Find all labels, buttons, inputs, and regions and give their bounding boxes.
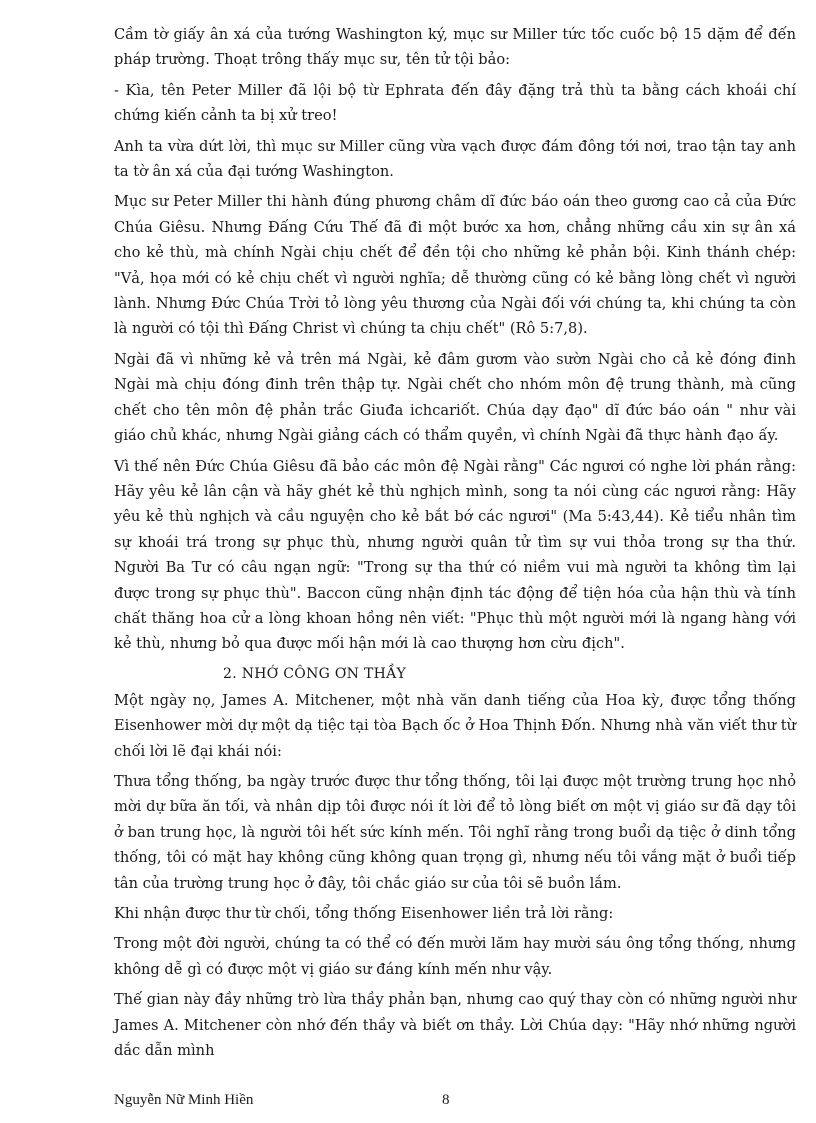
paragraph: Mục sư Peter Miller thi hành đúng phương châm dĩ đức báo oán theo gương cao cả của Đức Chúa Giêsu. Nhưng Đấng Cứu Thế đã đi một bước xa hơn, chẳng những cầu xin sự ân xá cho kẻ thù, mà chính Ngài chịu chết để đền tội cho những kẻ phản bội. Kinh thánh chép: "Vả, họa mới có kẻ chịu chết vì người nghĩa; dễ thường cũng có kẻ bằng lòng chết vì người lành. Nhưng Đức Chúa Trời tỏ lòng yêu thương của Ngài đối với chúng ta, khi chúng ta còn là người có tội thì Đấng Christ vì chúng ta chịu chết" (Rô 5:7,8). [114, 193, 796, 338]
footer-author: Nguyễn Nữ Minh Hiền [114, 1092, 254, 1108]
paragraph: Vì thế nên Đức Chúa Giêsu đã bảo các môn đệ Ngài rằng" Các ngươi có nghe lời phán rằng: Hãy yêu kẻ lân cận và hãy ghét kẻ thù nghịch mình, song ta nói cùng các ngươi rằng: Hãy yêu kẻ thù nghịch và cầu nguyện cho kẻ bắt bớ các ngươi" (Ma 5:43,44). Kẻ tiểu nhân tìm sự khoái trá trong sự phục thù, nhưng người quân tử tìm sự vui thỏa trong sự tha thứ. Người Ba Tư có câu ngạn ngữ: "Trong sự tha thứ có niềm vui mà người ta không tìm lại được trong sự phục thù". Baccon cũng nhận định tác động để tiện hóa của hận thù và tính chất thăng hoa cử a lòng khoan hồng nên viết: "Phục thù một người mới là ngang hàng với kẻ thù, nhưng bỏ qua được mối hận mới là cao thượng hơn cừu địch". [114, 457, 796, 653]
document-body [114, 22, 796, 1068]
paragraph: Thưa tổng thống, ba ngày trước được thư tổng thống, tôi lại được một trường trung học nhỏ mời dự bữa ăn tối, và nhân dịp tôi được nói ít lời để tỏ lòng biết ơn một vị giáo sư đã dạy tôi ở ban trung học, là người tôi hết sức kính mến. Tôi nghĩ rằng trong buổi dạ tiệc ở dinh tổng thống, tôi có mặt hay không cũng không quan trọng gì, nhưng nếu tôi vắng mặt ở buổi tiếp tân của trường trung học ở đây, tôi chắc giáo sư của tôi sẽ buồn lắm. [114, 772, 796, 892]
paragraph: Ngài đã vì những kẻ vả trên má Ngài, kẻ đâm gươm vào sườn Ngài cho cả kẻ đóng đinh Ngài mà chịu đóng đinh trên thập tự. Ngài chết cho nhóm môn đệ trung thành, mà cũng chết cho tên môn đệ phản trắc Giuđa ichcariốt. Chúa dạy đạo" dĩ đức báo oán " như vài giáo chủ khác, nhưng Ngài giảng cách có thẩm quyền, vì chính Ngài đã thực hành đạo ấy. [114, 350, 796, 445]
paragraph: Một ngày nọ, James A. Mitchener, một nhà văn danh tiếng của Hoa kỳ, được tổng thống Eisenhower mời dự một dạ tiệc tại tòa Bạch ốc ở Hoa Thịnh Đốn. Nhưng nhà văn viết thư từ chối lời lẽ đại khái nói: [114, 691, 796, 760]
paragraph: Trong một đời người, chúng ta có thể có đến mười lăm hay mười sáu ông tổng thống, nhưng không dễ gì có được một vị giáo sư đáng kính mến như vậy. [114, 935, 796, 978]
page-footer [114, 1092, 796, 1116]
paragraph: Anh ta vừa dứt lời, thì mục sư Miller cũng vừa vạch được đám đông tới nơi, trao tận tay anh ta tờ ân xá của đại tướng Washington. [114, 137, 796, 181]
paragraph: Cầm tờ giấy ân xá của tướng Washington ký, mục sư Miller tức tốc cuốc bộ 15 dặm để đến pháp trường. Thoạt trông thấy mục sư, tên tử tội bảo: [114, 26, 796, 69]
page-number: 8 [442, 1092, 450, 1108]
paragraph: - Kìa, tên Peter Miller đã lội bộ từ Ephrata đến đây đặng trả thù ta bằng cách khoái chí chứng kiến cảnh ta bị xử treo! [114, 81, 796, 125]
section-heading: 2. NHỚ CÔNG ƠN THẦY [223, 665, 407, 682]
paragraph: Khi nhận được thư từ chối, tổng thống Eisenhower liền trả lời rằng: [114, 905, 614, 922]
paragraph: Thế gian này đầy những trò lừa thầy phản bạn, nhưng cao quý thay còn có những người như James A. Mitchener còn nhớ đến thầy và biết ơn thầy. Lời Chúa dạy: "Hãy nhớ những người dắc dẫn mình [114, 991, 796, 1060]
